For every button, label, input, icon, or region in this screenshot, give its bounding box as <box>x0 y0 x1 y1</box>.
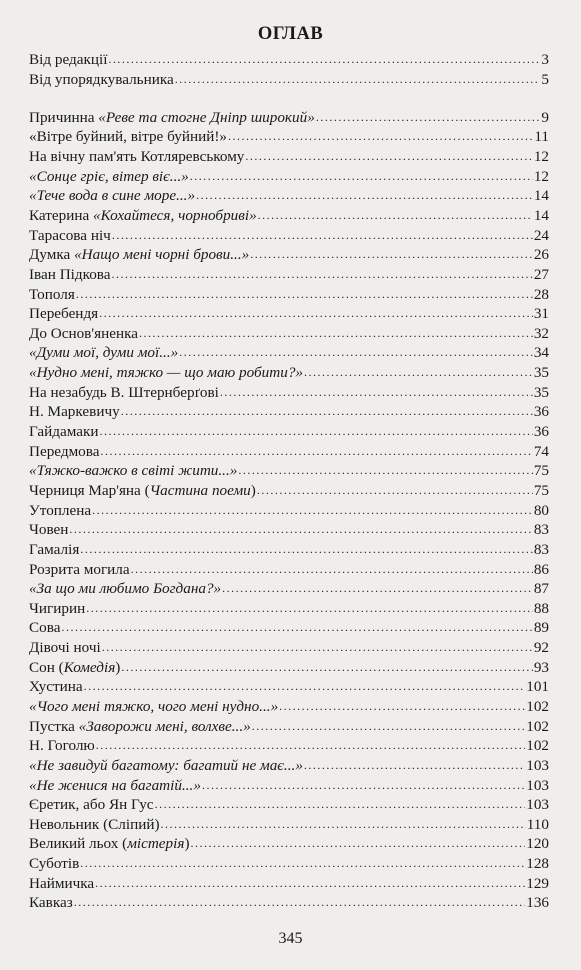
toc-entry-page: 110 <box>526 815 549 833</box>
toc-entry-title <box>29 383 219 403</box>
toc-entry <box>29 893 549 913</box>
toc-entry-title <box>29 599 85 619</box>
toc-entry-title-italic: «Не завидуй багатому: багатий не має...» <box>29 756 303 774</box>
dot-leader <box>304 363 533 383</box>
toc-entry-title <box>29 167 189 187</box>
dot-leader <box>245 147 532 167</box>
toc-entry <box>29 815 549 835</box>
toc-entry <box>29 442 549 462</box>
toc-entry <box>29 756 549 776</box>
toc-entry-page: 83 <box>533 521 549 539</box>
toc-entry-title <box>29 147 244 167</box>
toc-entry-page: 35 <box>533 364 549 382</box>
toc-entry <box>29 599 549 619</box>
toc-entry-page: 89 <box>533 619 549 637</box>
dot-leader <box>196 186 533 206</box>
toc-entry-title-roman: На вічну пам'ять Котляревському <box>29 148 245 166</box>
dot-leader <box>257 481 533 501</box>
toc-entry-title <box>29 815 160 835</box>
toc-entry <box>29 324 549 344</box>
dot-leader <box>228 127 533 147</box>
toc-entry-title-italic: «Нудно мені, тяжко — що маю робити?» <box>29 364 304 382</box>
dot-leader <box>112 226 533 246</box>
dot-leader <box>112 265 533 285</box>
toc-entry <box>29 736 549 756</box>
toc-entry-page: 34 <box>533 344 549 362</box>
toc-entry-title <box>29 186 195 206</box>
dot-leader <box>69 520 532 540</box>
toc-entry-title-roman: Великий льох ( <box>29 835 128 853</box>
toc-entry-page: 103 <box>526 776 549 794</box>
dot-leader <box>258 206 533 226</box>
dot-leader <box>95 874 525 894</box>
toc-entry <box>29 560 549 580</box>
toc-entry-page: 103 <box>526 796 549 814</box>
toc-entry <box>29 402 549 422</box>
toc-entry-title-italic: «Чого мені тяжко, чого мені нудно...» <box>29 698 279 715</box>
toc-entry-title-roman: Наймичка <box>29 874 95 892</box>
toc-entry-title-roman: Гамалія <box>29 540 80 558</box>
toc-entry-title-roman: До Основ'яненка <box>29 324 138 342</box>
toc-entry-title-italic: «Тяжко-важко в світі жити...» <box>29 462 238 480</box>
toc-entry-title <box>29 854 79 874</box>
toc-entry-title-roman: Кавказ <box>29 894 73 912</box>
dot-leader <box>238 461 532 481</box>
toc-entry-title <box>29 481 256 501</box>
toc-entry-title <box>29 638 101 658</box>
toc-entry-title-italic: «Тече вода в сине море...» <box>29 187 196 205</box>
dot-leader <box>74 893 525 913</box>
dot-leader <box>61 618 532 638</box>
toc-entry-page: 12 <box>533 167 549 185</box>
toc-entry <box>29 579 549 599</box>
toc-entry-title-italic: «Реве та стогне Дніпр широкий» <box>98 108 315 126</box>
toc-entry-title-roman: Причинна <box>29 108 99 126</box>
toc-entry-title <box>29 501 91 521</box>
toc-entry-page: 26 <box>533 246 549 264</box>
toc-entry-title <box>29 226 111 246</box>
dot-leader <box>220 383 533 403</box>
toc-entry-page: 32 <box>533 324 549 342</box>
toc-entry <box>29 638 549 658</box>
toc-entry-page: 92 <box>533 639 549 657</box>
toc-entry-title <box>29 304 98 324</box>
toc-entry-title-roman: Думка <box>29 246 75 264</box>
toc-entry-page: 129 <box>526 874 549 892</box>
toc-entry <box>29 501 549 521</box>
toc-entry <box>29 422 549 442</box>
page-number: 345 <box>278 930 303 947</box>
toc-entry-page: 9 <box>541 108 549 126</box>
toc-entry-page: 88 <box>533 599 549 617</box>
toc-entry-page: 93 <box>533 658 549 676</box>
toc-entry-title-roman: Від редакції <box>29 51 108 68</box>
toc-entry-page: 74 <box>533 442 549 460</box>
toc-entry-page: 28 <box>533 285 549 303</box>
toc-entry-title <box>29 343 178 363</box>
toc-entry-title-roman: Сон ( <box>29 658 64 676</box>
dot-leader <box>316 108 541 128</box>
dot-leader <box>101 442 533 462</box>
toc-entry-title-roman: Єретик, або Ян Гус <box>29 796 154 814</box>
toc-entry-title-roman: Перебендя <box>29 305 99 323</box>
toc-entry-title-roman: Дівочі ночі <box>29 639 101 657</box>
toc-entry-title-roman: Розрита могила <box>29 560 130 578</box>
dot-leader <box>121 402 533 422</box>
dot-leader <box>131 560 533 580</box>
dot-leader <box>191 834 526 854</box>
toc-entry-title <box>29 127 227 147</box>
dot-leader <box>139 324 533 344</box>
dot-leader <box>92 501 533 521</box>
toc-entry-title <box>29 324 138 344</box>
dot-leader <box>121 658 532 678</box>
dot-leader <box>190 167 533 187</box>
toc-entry-title-roman: Сова <box>29 619 61 637</box>
toc-entry-title <box>29 363 303 383</box>
toc-entry <box>29 618 549 638</box>
dot-leader <box>155 795 526 815</box>
toc-entry-title-roman: Тарасова ніч <box>29 226 111 244</box>
toc-entry-title <box>29 70 174 90</box>
toc-entry-page: 136 <box>526 894 549 912</box>
dot-leader <box>99 304 533 324</box>
toc-entry-page: 101 <box>526 678 549 696</box>
toc-entry-title-italic: містерія <box>127 835 185 853</box>
toc-entry-title <box>29 265 111 285</box>
toc-entry-page: 27 <box>533 265 549 283</box>
toc-entry-title-italic: «Не женися на багатій...» <box>29 776 201 794</box>
toc-entry-title-roman: Катерина <box>29 206 94 224</box>
toc-entry-title-roman: На незабудь В. Штернберґові <box>29 383 219 401</box>
toc-entry-title <box>29 874 94 894</box>
toc-entry <box>29 677 549 697</box>
toc-entry <box>29 343 549 363</box>
toc-entry-page: 102 <box>526 737 549 755</box>
toc-entry <box>29 776 549 796</box>
toc-entry-title <box>29 795 154 815</box>
dot-leader <box>84 677 526 697</box>
toc-entry-page: 31 <box>533 305 549 323</box>
toc-entry-title <box>29 108 315 128</box>
toc-entry-title-italic: «Заворожи мені, волхве...» <box>78 717 251 735</box>
toc-entry-page: 14 <box>533 187 549 205</box>
toc-entry-title-italic: «Думи мої, думи мої...» <box>29 344 179 362</box>
toc-entry <box>29 717 549 737</box>
toc-entry-title <box>29 540 79 560</box>
toc-entry <box>29 206 549 226</box>
toc-entry <box>29 874 549 894</box>
toc-entry-title <box>29 461 237 481</box>
toc-entry-page: 102 <box>526 717 549 735</box>
toc-entry-page: 14 <box>533 206 549 224</box>
dot-leader <box>175 70 541 90</box>
toc-entry-title <box>29 658 120 678</box>
dot-leader <box>161 815 526 835</box>
toc-entry-page: 80 <box>533 501 549 519</box>
toc-entry-title <box>29 285 75 305</box>
toc-entry-title <box>29 442 100 462</box>
toc-entry-page: 36 <box>533 403 549 421</box>
toc-entry-title-roman: Іван Підкова <box>29 265 111 283</box>
toc-entry-title-roman: Черниця Мар'яна ( <box>29 481 150 499</box>
toc-entry-page: 75 <box>533 481 549 499</box>
toc-entry-title-roman: ) <box>250 481 256 499</box>
toc-entry-title <box>29 206 257 226</box>
toc-entry <box>29 795 549 815</box>
toc-entry-title <box>29 618 60 638</box>
dot-leader <box>100 422 533 442</box>
toc-entry-title-roman: ) <box>184 835 190 853</box>
toc-entry-title-roman: Суботів <box>29 855 80 873</box>
toc-entry-title-roman: Тополя <box>29 285 75 303</box>
toc-entry <box>29 226 549 246</box>
dot-leader <box>304 756 525 776</box>
toc-entry-page: 11 <box>534 128 549 146</box>
toc-entry-title-italic: «Кохайтеся, чорнобриві» <box>93 206 257 224</box>
toc-entry-title <box>29 717 251 737</box>
dot-leader <box>80 540 533 560</box>
toc-entry <box>29 147 549 167</box>
dot-leader <box>179 343 533 363</box>
toc-entry-title <box>29 776 201 796</box>
toc-entry-title-roman: Н. Гоголю <box>29 737 95 755</box>
dot-leader <box>252 717 525 737</box>
toc-entry-title <box>29 50 107 70</box>
toc-entry-page: 12 <box>533 148 549 166</box>
toc-entry-page: 83 <box>533 540 549 558</box>
toc-entry-page: 75 <box>533 462 549 480</box>
toc-entry-title-italic: «Сонце гріє, вітер віє...» <box>29 167 189 185</box>
dot-leader <box>80 854 525 874</box>
toc-entry <box>29 304 549 324</box>
dot-leader <box>250 245 533 265</box>
toc-entry <box>29 285 549 305</box>
toc-entry-title-italic: «Нащо мені чорні брови...» <box>74 246 250 264</box>
toc-entry-title-roman: Утоплена <box>29 501 92 519</box>
toc-entry-page: 86 <box>533 560 549 578</box>
toc-entry-title <box>29 697 278 717</box>
toc-entry-title-roman: Передмова <box>29 442 100 460</box>
toc-entry-page: 36 <box>533 423 549 441</box>
toc-entry-title-roman: Н. Маркевичу <box>29 403 120 421</box>
dot-leader <box>86 599 533 619</box>
toc-entry <box>29 186 549 206</box>
dot-leader <box>76 285 533 305</box>
toc-entry <box>29 461 549 481</box>
toc-entry <box>29 50 549 70</box>
toc-entry-title-italic: «За що ми любимо Богдана?» <box>29 580 222 598</box>
toc-entry <box>29 481 549 501</box>
toc-entry-title <box>29 834 190 854</box>
dot-leader <box>102 638 533 658</box>
toc-entry-title-roman: Від упорядкувальника <box>29 70 174 88</box>
dot-leader <box>279 697 525 717</box>
toc-entry-title <box>29 736 95 756</box>
table-of-contents <box>29 50 549 913</box>
toc-entry-title <box>29 422 99 442</box>
toc-entry-title <box>29 402 120 422</box>
toc-entry <box>29 383 549 403</box>
toc-entry-title <box>29 245 249 265</box>
toc-entry-page: 3 <box>541 51 549 68</box>
toc-entry <box>29 520 549 540</box>
toc-entry-page: 103 <box>526 756 549 774</box>
toc-entry-title <box>29 520 68 540</box>
page-title: ОГЛАВ <box>257 24 324 44</box>
toc-entry-title-italic: Частина поеми <box>149 481 251 499</box>
toc-entry-title-roman: Чигирин <box>29 599 86 617</box>
toc-entry-title-roman: Гайдамаки <box>29 423 99 441</box>
toc-entry-title-roman: ) <box>115 658 121 676</box>
toc-entry-title <box>29 677 83 697</box>
toc-entry <box>29 127 549 147</box>
toc-entry <box>29 245 549 265</box>
toc-entry-title-roman: «Вітре буйний, вітре буйний!» <box>29 128 227 146</box>
toc-entry <box>29 265 549 285</box>
toc-entry-page: 24 <box>533 226 549 244</box>
toc-entry <box>29 167 549 187</box>
toc-entry <box>29 540 549 560</box>
toc-entry <box>29 108 549 128</box>
toc-entry-title <box>29 579 221 599</box>
toc-entry-title-roman: Пустка <box>29 717 79 735</box>
toc-entry-page: 128 <box>526 855 549 873</box>
toc-entry <box>29 658 549 678</box>
toc-entry <box>29 834 549 854</box>
toc-entry-title-roman: Хустина <box>29 678 83 696</box>
toc-entry-title-italic: Комедія <box>63 658 116 676</box>
toc-entry <box>29 854 549 874</box>
dot-leader <box>96 736 525 756</box>
toc-entry-page: 87 <box>533 580 549 598</box>
dot-leader <box>222 579 533 599</box>
toc-entry <box>29 70 549 90</box>
toc-entry <box>29 363 549 383</box>
toc-entry-title <box>29 560 130 580</box>
toc-entry <box>29 697 549 717</box>
toc-entry-page: 120 <box>526 835 549 853</box>
toc-entry-title <box>29 756 303 776</box>
toc-entry-title-roman: Човен <box>29 521 69 539</box>
toc-entry-page: 102 <box>526 698 549 715</box>
toc-entry-title-roman: Невольник (Сліпий) <box>29 815 160 833</box>
toc-entry-page: 5 <box>541 70 549 88</box>
toc-entry-title <box>29 893 73 913</box>
dot-leader <box>108 50 540 70</box>
dot-leader <box>202 776 525 796</box>
toc-entry-page: 35 <box>533 383 549 401</box>
